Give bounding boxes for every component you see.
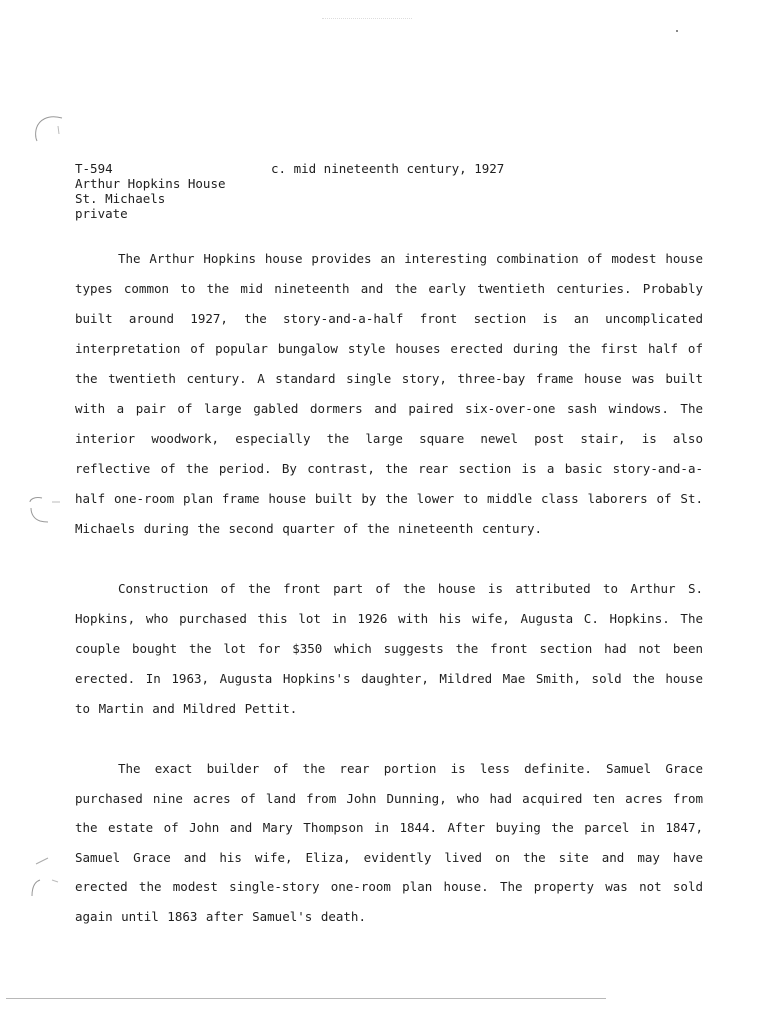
paragraph-front-section-history: Construction of the front part of the house is attributed to Arthur S. Hopkins, who purchased this lot in 1926 with his wife, Augusta C. Hopkins. The couple bought the lot for $350 which suggests the front section had not been erected. In 1963, Augusta Hopkins's daughter, Mildred Mae Smith, sold the house to Martin and Mildred Pettit. bbox=[75, 581, 703, 716]
scan-artifact-top bbox=[322, 18, 412, 19]
ownership-status: private bbox=[75, 206, 128, 221]
inventory-number: T-594 bbox=[75, 161, 113, 176]
bottom-scan-rule bbox=[6, 998, 606, 999]
hole-punch-mark-top bbox=[28, 112, 68, 142]
scan-dot-mark bbox=[676, 30, 678, 32]
record-header bbox=[75, 161, 226, 221]
paragraph-architecture: The Arthur Hopkins house provides an interesting combination of modest house types common to the mid nineteenth and the early twentieth centuries. Probably built around 1927, the story-and-a-half front section is an uncomplicated interpretation of popular bungalow style houses erected during the first half of the twentieth century. A standard single story, three-bay frame house was built with a pair of large gabled dormers and paired six-over-one sash windows. The interior woodwork, especially the large square newel post stair, is also reflective of the period. By contrast, the rear section is a basic story-and-a-half one-room plan frame house built by the lower to middle class laborers of St. Michaels during the second quarter of the nineteenth century. bbox=[75, 251, 703, 536]
property-location: St. Michaels bbox=[75, 191, 166, 206]
paragraph-rear-section-history: The exact builder of the rear portion is less definite. Samuel Grace purchased nine acres of land from John Dunning, who had acquired ten acres from the estate of John and Mary Thompson in 1844. After buying the parcel in 1847, Samuel Grace and his wife, Eliza, evidently lived on the site and may have erected the modest single-story one-room plan house. The property was not sold again until 1863 after Samuel's death. bbox=[75, 761, 703, 924]
hole-punch-mark-middle bbox=[22, 492, 62, 532]
construction-date: c. mid nineteenth century, 1927 bbox=[271, 161, 505, 176]
hole-punch-mark-bottom bbox=[24, 850, 68, 900]
property-name: Arthur Hopkins House bbox=[75, 176, 226, 191]
